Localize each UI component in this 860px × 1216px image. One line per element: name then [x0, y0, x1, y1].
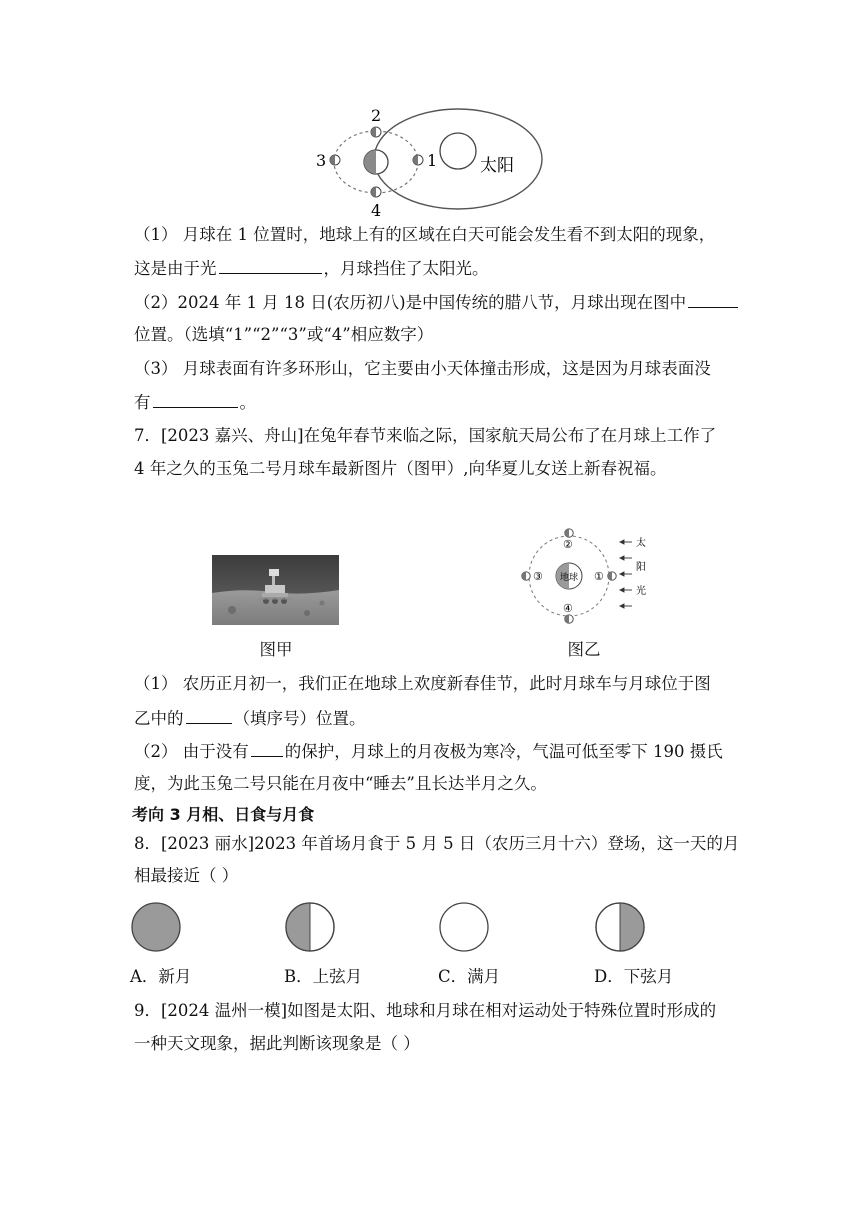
- q6-blank-3[interactable]: [153, 390, 238, 408]
- q7-blank-2[interactable]: [251, 739, 283, 757]
- label-1: 1: [427, 151, 438, 170]
- q7-stem-line1: 7．[2023 嘉兴、舟山]在兔年春节来临之际，国家航天局公布了在月球上工作了: [134, 426, 717, 445]
- q6-blank-1[interactable]: [219, 256, 322, 274]
- option-b-label[interactable]: B．上弦月: [284, 967, 363, 986]
- moon-position-3: [330, 155, 340, 165]
- earth-figure-b: [556, 563, 582, 589]
- q7-part1-line1: （1） 农历正月初一，我们正在地球上欢度新春佳节，此时月球车与月球位于图: [134, 674, 711, 693]
- earth: [364, 150, 388, 174]
- option-a-label[interactable]: A．新月: [130, 967, 192, 986]
- sun-char-3: 光: [636, 586, 646, 597]
- q7-blank-1[interactable]: [186, 706, 232, 724]
- q8-stem-line2: 相最接近（ ）: [134, 866, 239, 885]
- q6-part1-line2: 这是由于光 ，月球挡住了太阳光。: [134, 256, 734, 281]
- fig-b-caption: 图乙: [567, 640, 601, 659]
- q7-part2-line2: 度，为此玉兔二号只能在月夜中“睡去”且长达半月之久。: [134, 774, 547, 793]
- q6-blank-2[interactable]: [688, 290, 738, 308]
- q6-part3-line1: （3） 月球表面有许多环形山，它主要由小天体撞击形成，这是因为月球表面没: [134, 359, 711, 378]
- moon-b-top: [565, 529, 573, 537]
- position-3: ③: [533, 570, 543, 583]
- moon-orbit-figure: [310, 104, 550, 220]
- q6-part1-line1: （1） 月球在 1 位置时，地球上有的区域在白天可能会发生看不到太阳的现象，: [134, 225, 716, 244]
- section-heading: 考向 3 月相、日食与月食: [132, 805, 315, 824]
- q8-stem-line1: 8．[2023 丽水]2023 年首场月食于 5 月 5 日（农历三月十六）登场，这一天的月: [134, 834, 740, 853]
- position-2: ②: [563, 538, 573, 551]
- moon-phase-orbit-figure: [514, 524, 664, 630]
- option-c-label[interactable]: C．满月: [438, 967, 501, 986]
- q9-stem-line2: 一种天文现象，据此判断该现象是（ ）: [134, 1034, 420, 1053]
- position-1: ①: [594, 570, 604, 583]
- moon-b-right: [608, 572, 616, 580]
- moon-position-2: [371, 127, 381, 137]
- moon-position-4: [371, 187, 381, 197]
- option-d-last-quarter-figure[interactable]: [594, 901, 646, 953]
- q7-part2-line1: （2） 由于没有 的保护，月球上的月夜极为寒冷，气温可低至零下 190 摄氏: [134, 739, 734, 764]
- sun: [440, 133, 476, 169]
- sun-label: 太阳: [480, 156, 514, 176]
- lunar-rover-photo: [212, 555, 339, 625]
- sunlight-arrows: [620, 540, 632, 608]
- position-4: ④: [563, 602, 573, 615]
- option-a-new-moon-figure[interactable]: [130, 901, 182, 953]
- option-d-label[interactable]: D．下弦月: [594, 967, 674, 986]
- q6-part2-line1: （2）2024 年 1 月 18 日(农历初八)是中国传统的腊八节，月球出现在图中: [134, 290, 734, 315]
- option-c-full-moon-figure[interactable]: [438, 901, 490, 953]
- q7-stem-line2: 4 年之久的玉兔二号月球车最新图片（图甲）,向华夏儿女送上新春祝福。: [134, 459, 667, 478]
- sun-char-2: 阳: [636, 562, 646, 573]
- q6-part3-line2: 有 。: [134, 390, 734, 415]
- option-b-first-quarter-figure[interactable]: [284, 901, 336, 953]
- label-4: 4: [371, 201, 382, 220]
- fig-a-caption: 图甲: [259, 640, 293, 659]
- label-2: 2: [371, 106, 382, 125]
- moon-b-bottom: [565, 615, 573, 623]
- moon-b-left: [522, 572, 530, 580]
- moon-position-1: [413, 155, 423, 165]
- earth-label: 地球: [560, 573, 579, 583]
- q9-stem-line1: 9．[2024 温州一模]如图是太阳、地球和月球在相对运动处于特殊位置时形成的: [134, 1001, 717, 1020]
- q6-part2-line2: 位置。（选填“1”“2”“3”或“4”相应数字）: [134, 325, 434, 344]
- q7-part1-line2: 乙中的 （填序号）位置。: [134, 706, 734, 731]
- label-3: 3: [316, 151, 327, 170]
- sun-char-1: 太: [636, 538, 646, 549]
